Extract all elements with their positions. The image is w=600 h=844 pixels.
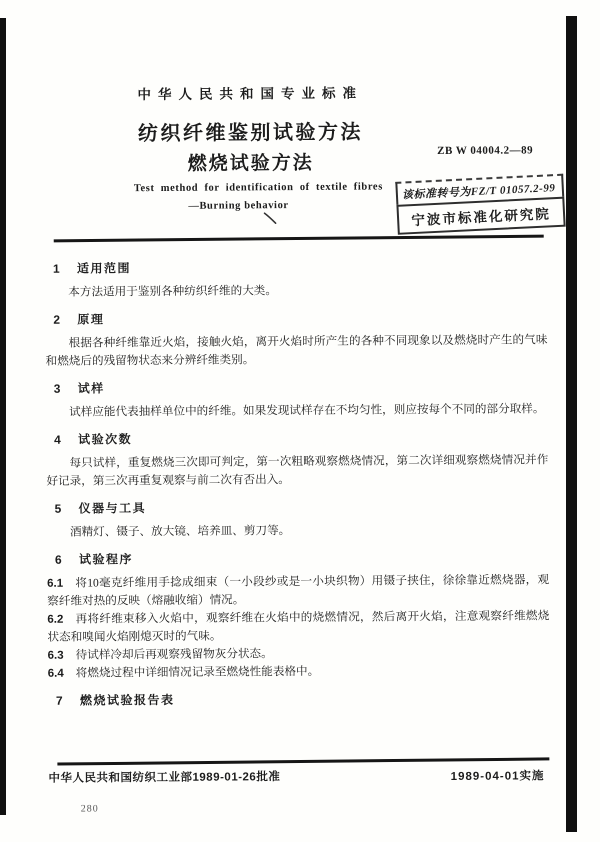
standard-number: ZB W 04004.2—89 — [437, 144, 534, 158]
paragraph: 酒精灯、镊子、放大镜、培养皿、剪刀等。 — [69, 524, 291, 539]
subsection-number: 6.2 — [47, 613, 64, 626]
subsection — [47, 607, 549, 647]
paragraph: 本方法适用于鉴别各种纺织纤维的大类。 — [68, 284, 278, 299]
section-heading — [56, 688, 550, 709]
document-body — [45, 247, 550, 715]
title-en-line1: Test method for identification of textile fibres — [133, 181, 383, 195]
subsection-text: 将10毫克纤维用手捻成细束（一小段纱或是一小块织物）用镊子挟住，徐徐靠近燃烧器，观察纤维对热的反映（熔融收缩）情况。 — [47, 573, 550, 608]
section-heading — [53, 256, 547, 277]
section-title: 原理 — [77, 312, 105, 327]
header-rule — [54, 235, 544, 243]
section-title: 试验次数 — [78, 432, 133, 447]
section-heading — [54, 427, 548, 448]
title-en-line2: —Burning behavior — [188, 200, 289, 212]
section-number: 4 — [54, 432, 61, 447]
subsection-text: 待试样冷却后再观察残留物灰分状态。 — [75, 647, 273, 662]
page-number: 280 — [80, 803, 99, 815]
section-number: 3 — [53, 381, 61, 396]
section-number: 7 — [55, 693, 63, 708]
section-title: 适用范围 — [76, 261, 131, 276]
subsection-text: 再将纤维束移入火焰中，观察纤维在火焰中的烧燃情况，然后离开火焰，注意观察纤维燃烧状态和嗅闻火焰刚熄灭时的气味。 — [47, 609, 550, 644]
section-title: 仪器与工具 — [78, 501, 147, 516]
title-cn-line2: 燃烧试验方法 — [187, 152, 314, 175]
approval-statement: 中华人民共和国纺织工业部1989-01-26批准 — [48, 771, 281, 785]
implementation-date: 1989-04-01实施 — [450, 770, 545, 783]
section-title: 试验程序 — [78, 552, 134, 567]
subsection-number: 6.3 — [47, 649, 64, 662]
section-heading — [55, 547, 549, 568]
section-number: 1 — [52, 261, 60, 276]
section-number: 2 — [53, 312, 61, 327]
footer-rule — [57, 757, 549, 765]
paragraph: 每只试样，重复燃烧三次即可判定，第一次粗略观察燃烧情况，第二次详细观察燃烧情况并作好记录，第三次再重复观察与前二次有否出入。 — [46, 453, 549, 488]
standard-category: 中华人民共和国专业标准 — [137, 85, 364, 103]
paragraph: 根据各种纤维靠近火焰，接触火焰，离开火焰时所产生的各种不同现象以及燃烧时产生的气味和燃烧后的残留物状态来分辨纤维类别。 — [45, 333, 548, 368]
subsection-text: 将燃烧过程中详细情况记录至燃烧性能表格中。 — [75, 664, 320, 680]
handwritten-tick-mark — [262, 211, 280, 225]
section-title: 燃烧试验报告表 — [79, 692, 175, 708]
subsection-number: 6.1 — [47, 577, 64, 590]
stamp-institute-name: 宁波市标准化研究院 — [396, 197, 565, 235]
section-heading — [54, 376, 548, 397]
section-number: 6 — [54, 552, 62, 567]
paragraph: 试样应能代表抽样单位中的纤维。如果发现试样存在不均匀性，则应按每个不同的部分取样。 — [69, 402, 545, 419]
subsection — [47, 571, 549, 611]
section-heading — [55, 496, 549, 517]
subsection — [48, 661, 550, 683]
subsection-number: 6.4 — [47, 667, 64, 680]
section-title: 试样 — [77, 381, 105, 396]
section-number: 5 — [54, 501, 62, 516]
renumber-stamp — [395, 174, 565, 235]
stamp-handwritten-note: 该标准转号为FZ/T 01057.2-99 — [395, 174, 564, 205]
section-heading — [53, 307, 547, 328]
title-cn-line1: 纺织纤维鉴别试验方法 — [137, 121, 364, 146]
